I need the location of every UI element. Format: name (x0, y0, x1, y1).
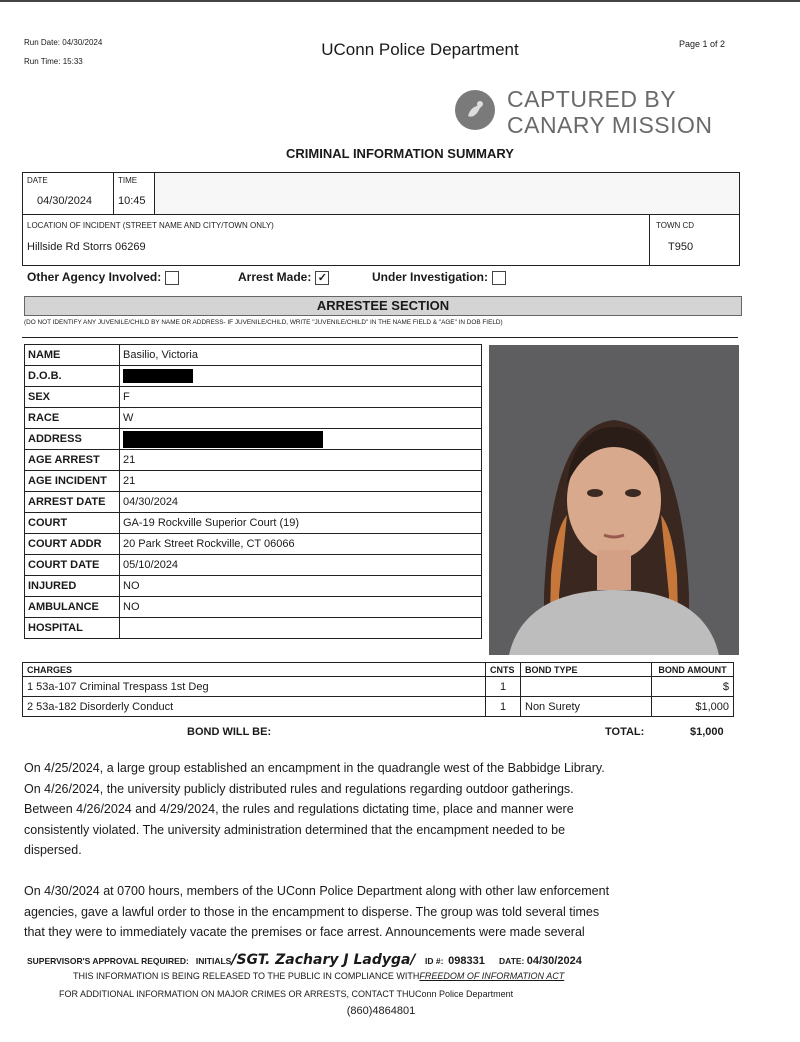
time-redacted-area (155, 173, 739, 215)
supervisor-signature: /SGT. Zachary J Ladyga/ (231, 952, 416, 968)
column-header: BOND TYPE (521, 663, 652, 677)
location-value: Hillside Rd Storrs 06269 (27, 241, 146, 253)
footer-date-value: 04/30/2024 (526, 955, 582, 967)
narrative-line: Between 4/26/2024 and 4/29/2024, the rules and regulations dictating time, place and manner were (24, 802, 574, 816)
bond-amount-cell: $ (652, 677, 734, 697)
time-value: 10:45 (118, 195, 146, 207)
field-label: COURT DATE (25, 555, 120, 576)
bond-will-be-label: BOND WILL BE: (187, 726, 272, 738)
table-row (25, 450, 482, 471)
other-agency-label: Other Agency Involved: (27, 270, 162, 284)
investigation-flag (372, 270, 506, 285)
field-value: 05/10/2024 (120, 555, 482, 576)
id-label: ID #: (425, 956, 444, 966)
run-date-value: 04/30/2024 (62, 38, 103, 47)
narrative-line: that they were to immediately vacate the premises or face arrest. Announcements were made several (24, 925, 585, 939)
field-value: NO (120, 576, 482, 597)
page-indicator: Page 1 of 2 (679, 39, 726, 49)
watermark-line2: CANARY MISSION (507, 112, 713, 138)
supervisor-label: SUPERVISOR'S APPROVAL REQUIRED: (27, 956, 189, 966)
id-value: 098331 (448, 955, 485, 967)
town-cell (649, 215, 740, 265)
field-label: D.O.B. (25, 366, 120, 387)
field-label: INJURED (25, 576, 120, 597)
charge-cell: 2 53a-182 Disorderly Conduct (23, 697, 486, 717)
charge-cell: 1 53a-107 Criminal Trespass 1st Deg (23, 677, 486, 697)
narrative-paragraph-1 (24, 758, 774, 861)
field-label: COURT ADDR (25, 534, 120, 555)
cnts-cell: 1 (486, 677, 521, 697)
town-label: TOWN CD (656, 221, 695, 230)
table-row (25, 345, 482, 366)
field-label: COURT (25, 513, 120, 534)
document-title: CRIMINAL INFORMATION SUMMARY (286, 146, 514, 161)
supervisor-line (27, 952, 582, 968)
dob-value (120, 366, 482, 387)
table-row (25, 387, 482, 408)
table-row (25, 555, 482, 576)
table-row (25, 408, 482, 429)
charges-header-row (23, 663, 734, 677)
field-value: F (120, 387, 482, 408)
narrative-line: consistently violated. The university administration determined that the encampment needed to be (24, 822, 566, 837)
date-value: 04/30/2024 (37, 195, 93, 207)
run-time-label: Run Time: (24, 57, 61, 66)
section-divider (22, 337, 738, 338)
field-label: SEX (25, 387, 120, 408)
narrative-line: dispersed. (24, 843, 82, 857)
table-row (23, 697, 734, 717)
date-label: DATE (27, 176, 48, 185)
table-row (25, 513, 482, 534)
field-label: AGE ARREST (25, 450, 120, 471)
table-row (25, 576, 482, 597)
table-row (25, 534, 482, 555)
field-value: NO (120, 597, 482, 618)
address-value (120, 429, 482, 450)
bond-type-cell: Non Surety (521, 697, 652, 717)
redaction-bar (123, 431, 323, 448)
watermark (455, 86, 745, 138)
field-value: W (120, 408, 482, 429)
investigation-label: Under Investigation: (372, 270, 489, 284)
narrative-line: On 4/26/2024, the university publicly distributed rules and regulations regarding outdoor gatherings. (24, 781, 574, 796)
footer-date-label: DATE: (499, 956, 525, 966)
field-label: HOSPITAL (25, 618, 120, 639)
contact-line: FOR ADDITIONAL INFORMATION ON MAJOR CRIMES OR ARRESTS, CONTACT THUConn Police Department (59, 989, 514, 999)
run-time-value: 15:33 (62, 57, 83, 66)
bond-amount-cell: $1,000 (652, 697, 734, 717)
arrestee-section-header: ARRESTEE SECTION (24, 296, 742, 316)
charges-table (22, 662, 734, 717)
juvenile-note: (DO NOT IDENTIFY ANY JUVENILE/CHILD BY NAME OR ADDRESS- IF JUVENILE/CHILD, WRITE "JUVENILE/CHILD" IN THE NAME FIELD & "AGE" IN DOB FIELD) (24, 319, 503, 326)
contact-phone: (860)4864801 (346, 1005, 416, 1017)
location-label: LOCATION OF INCIDENT (STREET NAME AND CITY/TOWN ONLY) (27, 221, 274, 230)
table-row (25, 597, 482, 618)
field-value: Basilio, Victoria (120, 345, 482, 366)
narrative-line: On 4/25/2024, a large group established an encampment in the quadrangle west of the Babbidge Library. (24, 761, 605, 775)
field-label: ARREST DATE (25, 492, 120, 513)
field-label: ADDRESS (25, 429, 120, 450)
field-label: AMBULANCE (25, 597, 120, 618)
field-value (120, 618, 482, 639)
time-cell (114, 173, 155, 215)
run-date-label: Run Date: (24, 38, 61, 47)
table-row (25, 429, 482, 450)
table-row (25, 471, 482, 492)
narrative-line: On 4/30/2024 at 0700 hours, members of the UConn Police Department along with other law enforcement (24, 884, 610, 898)
column-header: BOND AMOUNT (652, 663, 734, 677)
foi-act-link[interactable]: FREEDOM OF INFORMATION ACT (419, 971, 565, 981)
town-value: T950 (668, 241, 694, 253)
arrest-made-checkbox[interactable]: ✓ (315, 271, 329, 285)
time-label: TIME (118, 176, 138, 185)
table-row (25, 492, 482, 513)
column-header: CNTS (486, 663, 521, 677)
field-value: GA-19 Rockville Superior Court (19) (120, 513, 482, 534)
top-border (0, 0, 800, 2)
date-cell (23, 173, 114, 215)
other-agency-flag (27, 270, 179, 285)
other-agency-checkbox[interactable] (165, 271, 179, 285)
field-label: NAME (25, 345, 120, 366)
bond-type-cell (521, 677, 652, 697)
field-value: 21 (120, 450, 482, 471)
redaction-bar (123, 369, 193, 383)
arrestee-photo (489, 345, 739, 655)
watermark-text (507, 86, 713, 138)
column-header: CHARGES (23, 663, 486, 677)
canary-logo-icon (455, 90, 495, 130)
watermark-line1: CAPTURED BY (507, 86, 677, 112)
field-value: 21 (120, 471, 482, 492)
arrest-made-flag (238, 270, 329, 285)
incident-box (22, 172, 740, 266)
arrestee-table (24, 344, 482, 639)
foi-line (73, 971, 564, 981)
investigation-checkbox[interactable] (492, 271, 506, 285)
narrative-paragraph-2 (24, 881, 774, 943)
total-label: TOTAL: (605, 726, 645, 738)
table-row (25, 618, 482, 639)
field-value: 20 Park Street Rockville, CT 06066 (120, 534, 482, 555)
field-value: 04/30/2024 (120, 492, 482, 513)
field-label: RACE (25, 408, 120, 429)
total-value: $1,000 (690, 726, 724, 738)
table-row (25, 366, 482, 387)
agency-title: UConn Police Department (321, 40, 519, 59)
foi-prefix: THIS INFORMATION IS BEING RELEASED TO THE PUBLIC IN COMPLIANCE WITH (73, 971, 420, 981)
cnts-cell: 1 (486, 697, 521, 717)
narrative-line: agencies, gave a lawful order to those in the encampment to disperse. The group was told several times (24, 904, 600, 919)
arrest-made-label: Arrest Made: (238, 270, 312, 284)
field-label: AGE INCIDENT (25, 471, 120, 492)
table-row (23, 677, 734, 697)
initials-label: INITIALS (195, 956, 232, 966)
